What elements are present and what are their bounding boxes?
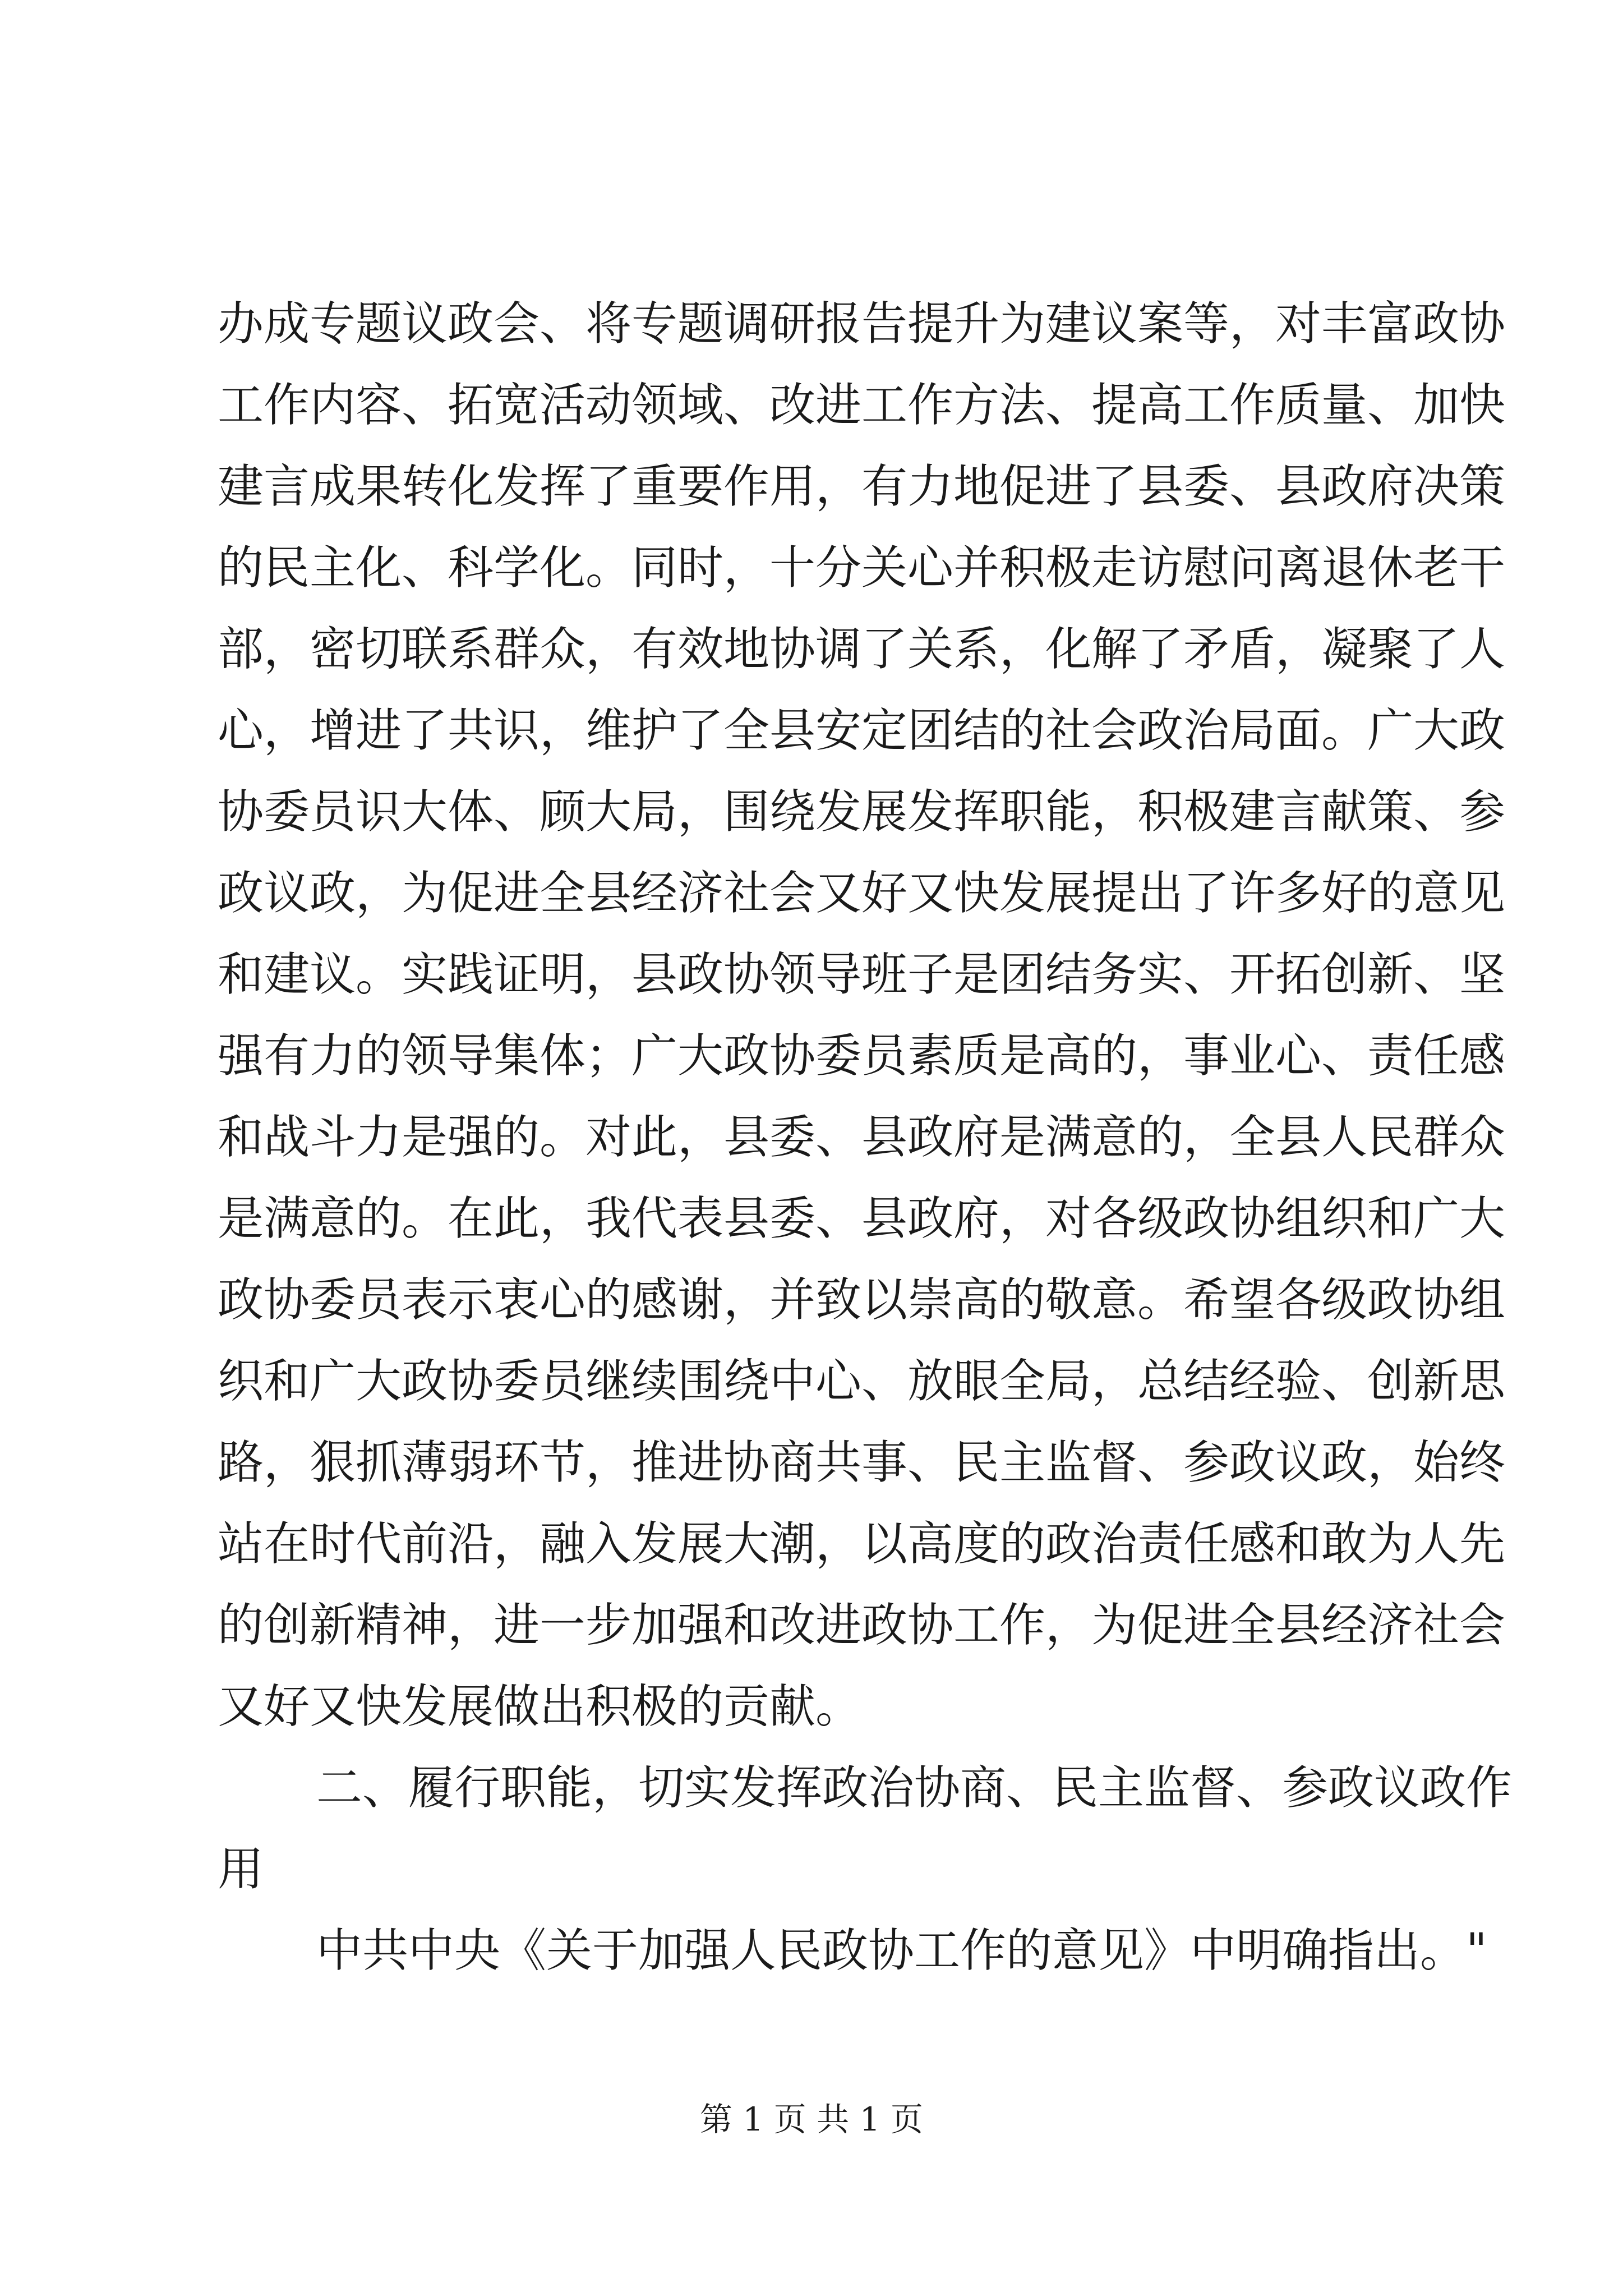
text-line: 政协委员表示衷心的感谢，并致以崇高的敬意。希望各级政协组: [218, 1273, 1506, 1327]
text-line: 是满意的。在此，我代表县委、县政府，对各级政协组织和广大: [218, 1192, 1506, 1245]
text-line: 路，狠抓薄弱环节，推进协商共事、民主监督、参政议政，始终: [218, 1436, 1506, 1489]
page-footer: 第 1 页 共 1 页: [700, 2100, 923, 2138]
text-line: 政议政，为促进全县经济社会又好又快发展提出了许多好的意见: [218, 867, 1506, 920]
section-heading-continued: 用: [218, 1843, 264, 1896]
text-line: 部，密切联系群众，有效地协调了关系，化解了矛盾，凝聚了人: [218, 623, 1506, 676]
text-line: 建言成果转化发挥了重要作用，有力地促进了县委、县政府决策: [218, 460, 1506, 513]
text-line: 协委员识大体、顾大局，围绕发展发挥职能，积极建言献策、参: [218, 785, 1506, 839]
text-line: 的创新精神，进一步加强和改进政协工作，为促进全县经济社会: [218, 1599, 1506, 1652]
section-heading: 二、履行职能，切实发挥政治协商、民主监督、参政议政作: [316, 1761, 1513, 1815]
text-line: 织和广大政协委员继续围绕中心、放眼全局，总结经验、创新思: [218, 1355, 1506, 1408]
text-line: 办成专题议政会、将专题调研报告提升为建议案等，对丰富政协: [218, 297, 1506, 351]
text-line: 的民主化、科学化。同时，十分关心并积极走访慰问离退休老干: [218, 541, 1506, 595]
text-line: 和战斗力是强的。对此，县委、县政府是满意的，全县人民群众: [218, 1111, 1506, 1164]
text-line: 又好又快发展做出积极的贡献。: [218, 1680, 862, 1733]
text-line: 工作内容、拓宽活动领域、改进工作方法、提高工作质量、加快: [218, 379, 1506, 432]
text-line: 和建议。实践证明，县政协领导班子是团结务实、开拓创新、坚: [218, 948, 1506, 1001]
text-line: 中共中央《关于加强人民政协工作的意见》中明确指出。": [316, 1924, 1487, 1977]
text-line: 心，增进了共识，维护了全县安定团结的社会政治局面。广大政: [218, 704, 1506, 757]
text-line: 站在时代前沿，融入发展大潮，以高度的政治责任感和敢为人先: [218, 1517, 1506, 1571]
text-line: 强有力的领导集体；广大政协委员素质是高的，事业心、责任感: [218, 1029, 1506, 1083]
